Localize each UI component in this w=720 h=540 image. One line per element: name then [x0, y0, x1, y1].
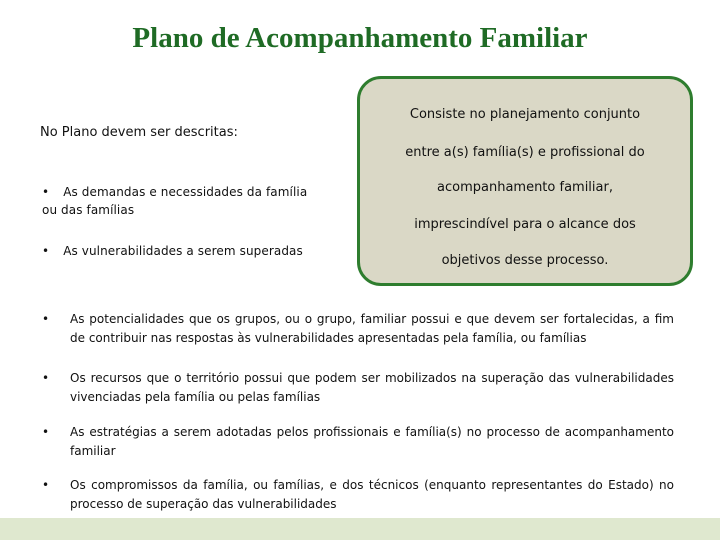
list-item: [42, 369, 674, 407]
list-item: [42, 242, 312, 260]
list-item-text: Os recursos que o território possui que podem ser mobilizados na superação das vulnerabilidades vivenciadas pela família ou pelas famílias: [70, 371, 674, 404]
callout-line: imprescindível para o alcance dos: [414, 217, 636, 232]
bullet-marker: •: [42, 244, 50, 258]
bullet-marker: •: [42, 425, 50, 439]
intro-text: No Plano devem ser descritas:: [40, 125, 238, 140]
list-item-text: As demandas e necessidades da família ou das famílias: [42, 185, 308, 217]
list-item-text: As vulnerabilidades a serem superadas: [63, 244, 303, 258]
footer-bar: [0, 518, 720, 540]
callout-line: acompanhamento familiar,: [437, 180, 613, 195]
list-item: [42, 310, 674, 348]
list-item-text: As estratégias a serem adotadas pelos profissionais e família(s) no processo de acompanhamento familiar: [70, 425, 674, 458]
callout-line: Consiste no planejamento conjunto: [409, 107, 641, 122]
list-item: [42, 423, 674, 461]
bullet-marker: •: [42, 312, 50, 326]
list-item: [42, 183, 312, 219]
page-title: Plano de Acompanhamento Familiar: [132, 22, 588, 54]
list-item: [42, 476, 674, 514]
callout-line: entre a(s) família(s) e profissional do: [405, 145, 645, 160]
list-item-text: Os compromissos da família, ou famílias, e dos técnicos (enquanto representantes do Estado) no processo de superação das vulnerabilidades: [70, 478, 674, 511]
callout-line: objetivos desse processo.: [441, 253, 609, 268]
bullet-marker: •: [42, 371, 50, 385]
definition-callout: [357, 76, 693, 286]
bullet-marker: •: [42, 478, 50, 492]
list-item-text: As potencialidades que os grupos, ou o grupo, familiar possui e que devem ser fortalecidas, a fim de contribuir nas respostas às vulnerabilidades apresentadas pela família, ou famílias: [70, 312, 674, 345]
bullet-marker: •: [42, 185, 50, 199]
